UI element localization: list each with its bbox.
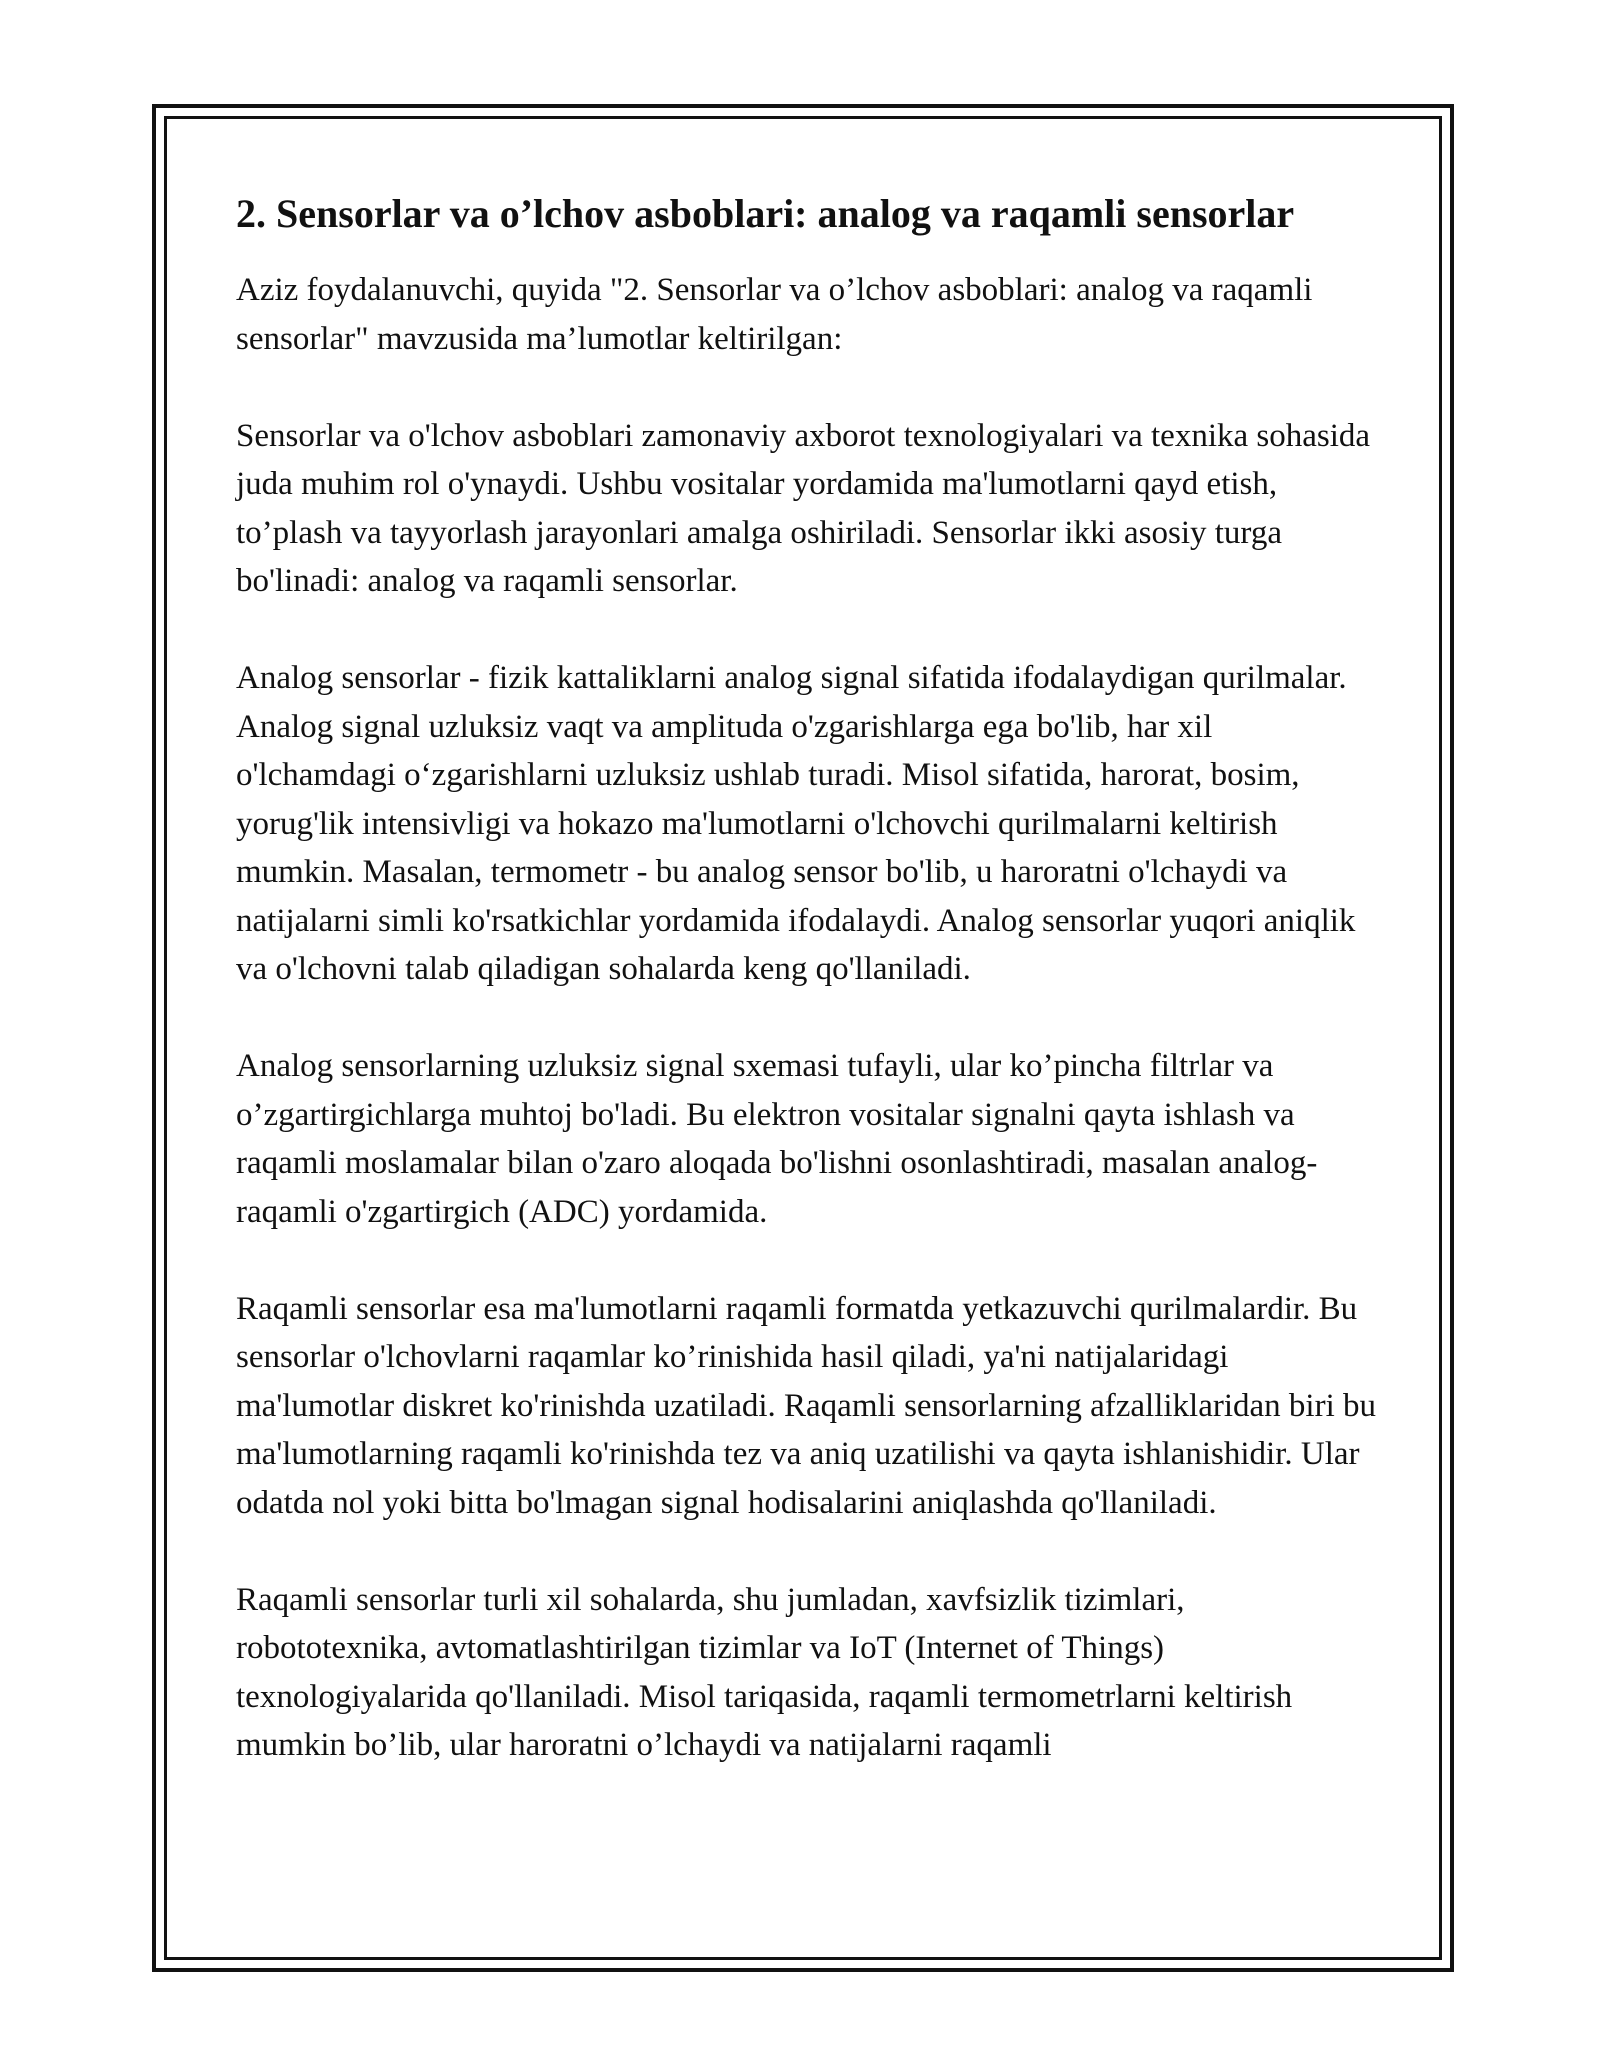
paragraph-analog-sensors: Analog sensorlar - fizik kattaliklarni analog signal sifatida ifodalaydigan qurilmalar. Analog signal uzluksiz vaqt va amplituda o'zgarishlarga ega bo'lib, har xil o'lchamdagi o‘zgarishlarni uzluksiz ushlab turadi. Misol sifatida, harorat, bosim, yorug'lik intensivligi va hokazo ma'lumotlarni o'lchovchi qurilmalarni keltirish mumkin. Masalan, termometr - bu analog sensor bo'lib, u haroratni o'lchaydi va natijalarni simli ko'rsatkichlar yordamida ifodalaydi. Analog sensorlar yuqori aniqlik va o'lchovni talab qiladigan sohalarda keng qo'llaniladi. bbox=[236, 660, 1356, 987]
document-title: 2. Sensorlar va o’lchov asboblari: analog va raqamli sensorlar bbox=[236, 191, 1295, 236]
paragraph-intro: Aziz foydalanuvchi, quyida "2. Sensorlar va o’lchov asboblari: analog va raqamli sensorlar" mavzusida ma’lumotlar keltirilgan: bbox=[236, 272, 1313, 357]
paragraph-digital-sensors: Raqamli sensorlar esa ma'lumotlarni raqamli formatda yetkazuvchi qurilmalardir. Bu sensorlar o'lchovlarni raqamlar ko’rinishida hasil qiladi, ya'ni natijalaridagi ma'lumotlar diskret ko'rinishda uzatiladi. Raqamli sensorlarning afzalliklaridan biri bu ma'lumotlarning raqamli ko'rinishda tez va aniq uzatilishi va qayta ishlanishidir. Ular odatda nol yoki bitta bo'lmagan signal hodisalarini aniqlashda qo'llaniladi. bbox=[236, 1290, 1376, 1521]
paragraph-overview: Sensorlar va o'lchov asboblari zamonaviy axborot texnologiyalari va texnika sohasida juda muhim rol o'ynaydi. Ushbu vositalar yordamida ma'lumotlarni qayd etish, to’plash va tayyorlash jarayonlari amalga oshiriladi. Sensorlar ikki asosiy turga bo'linadi: analog va raqamli sensorlar. bbox=[236, 417, 1371, 599]
paragraph-digital-applications: Raqamli sensorlar turli xil sohalarda, shu jumladan, xavfsizlik tizimlari, robototexnika, avtomatlashtirilgan tizimlar va IoT (Internet of Things) texnologiyalarida qo'llaniladi. Misol tariqasida, raqamli termometrlarni keltirish mumkin bo’lib, ular haroratni o’lchaydi va natijalarni raqamli bbox=[236, 1581, 1293, 1763]
paragraph-analog-signal-processing: Analog sensorlarning uzluksiz signal sxemasi tufayli, ular ko’pincha filtrlar va o’zgartirgichlarga muhtoj bo'ladi. Bu elektron vositalar signalni qayta ishlash va raqamli moslamalar bilan o'zaro aloqada bo'lishni osonlashtiradi, masalan analog-raqamli o'zgartirgich (ADC) yordamida. bbox=[236, 1048, 1318, 1230]
document-body bbox=[236, 186, 1376, 1818]
